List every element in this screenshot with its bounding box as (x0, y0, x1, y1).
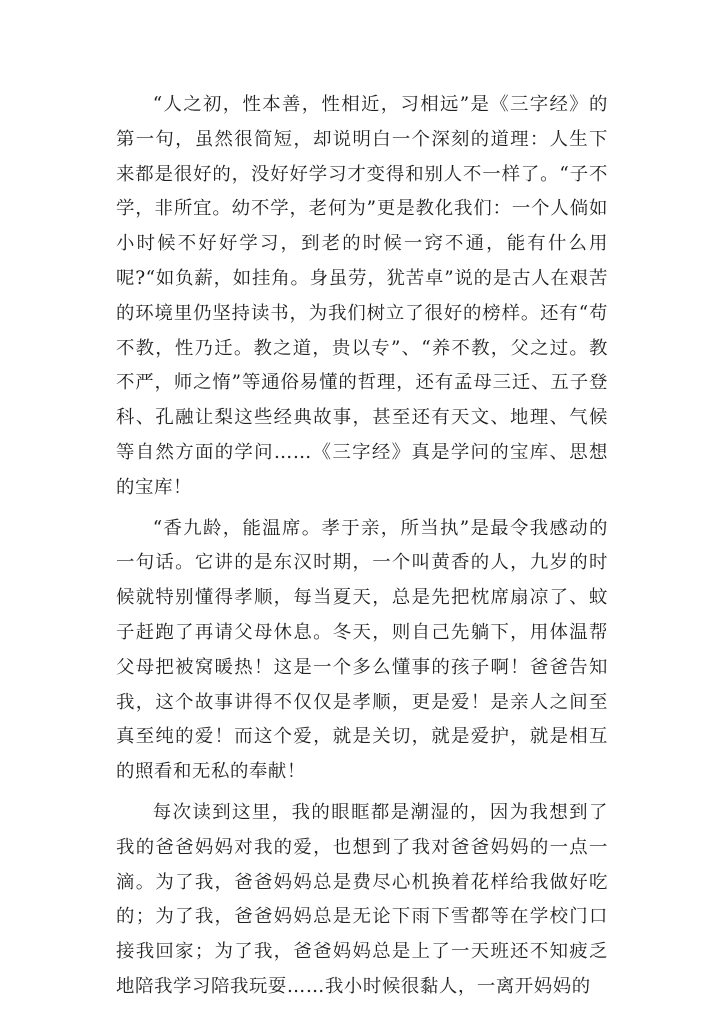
paragraph-1: “人之初，性本善，性相近，习相远”是《三字经》的第一句，虽然很简短，却说明白一个深刻的道理：人生下来都是很好的，没好好学习才变得和别人不一样了。“子不学，非所宜。幼不学，老何为”更是教化我们：一个人倘如小时候不好好学习，到老的时候一窍不通，能有什么用呢?“如负薪，如挂角。身虽劳，犹苦卓”说的是古人在艰苦的环境里仍坚持读书，为我们树立了很好的榜样。还有“苟不教，性乃迁。教之道，贵以专”、“养不教，父之过。教不严，师之惰”等通俗易懂的哲理，还有孟母三迁、五子登科、孔融让梨这些经典故事，甚至还有天文、地理、气候等自然方面的学问……《三字经》真是学问的宝库、思想的宝库！ (116, 94, 608, 498)
paragraph-3: 每次读到这里，我的眼眶都是潮湿的，因为我想到了我的爸爸妈妈对我的爱，也想到了我对爸爸妈妈的一点一滴。为了我，爸爸妈妈总是费尽心机换着花样给我做好吃的；为了我，爸爸妈妈总是无论下雨下雪都等在学校门口接我回家；为了我，爸爸妈妈总是上了一天班还不知疲乏地陪我学习陪我玩耍……我小时候很黏人，一离开妈妈的 (116, 801, 608, 997)
paragraph-2: “香九龄，能温席。孝于亲，所当执”是最令我感动的一句话。它讲的是东汉时期，一个叫黄香的人，九岁的时候就特别懂得孝顺，每当夏天，总是先把枕席扇凉了、蚊子赶跑了再请父母休息。冬天，则自己先躺下，用体温帮父母把被窝暖热！这是一个多么懂事的孩子啊！爸爸告知我，这个故事讲得不仅仅是孝顺，更是爱！是亲人之间至真至纯的爱！而这个爱，就是关切，就是爱护，就是相互的照看和无私的奉献！ (116, 517, 608, 783)
document-body (116, 88, 608, 1011)
